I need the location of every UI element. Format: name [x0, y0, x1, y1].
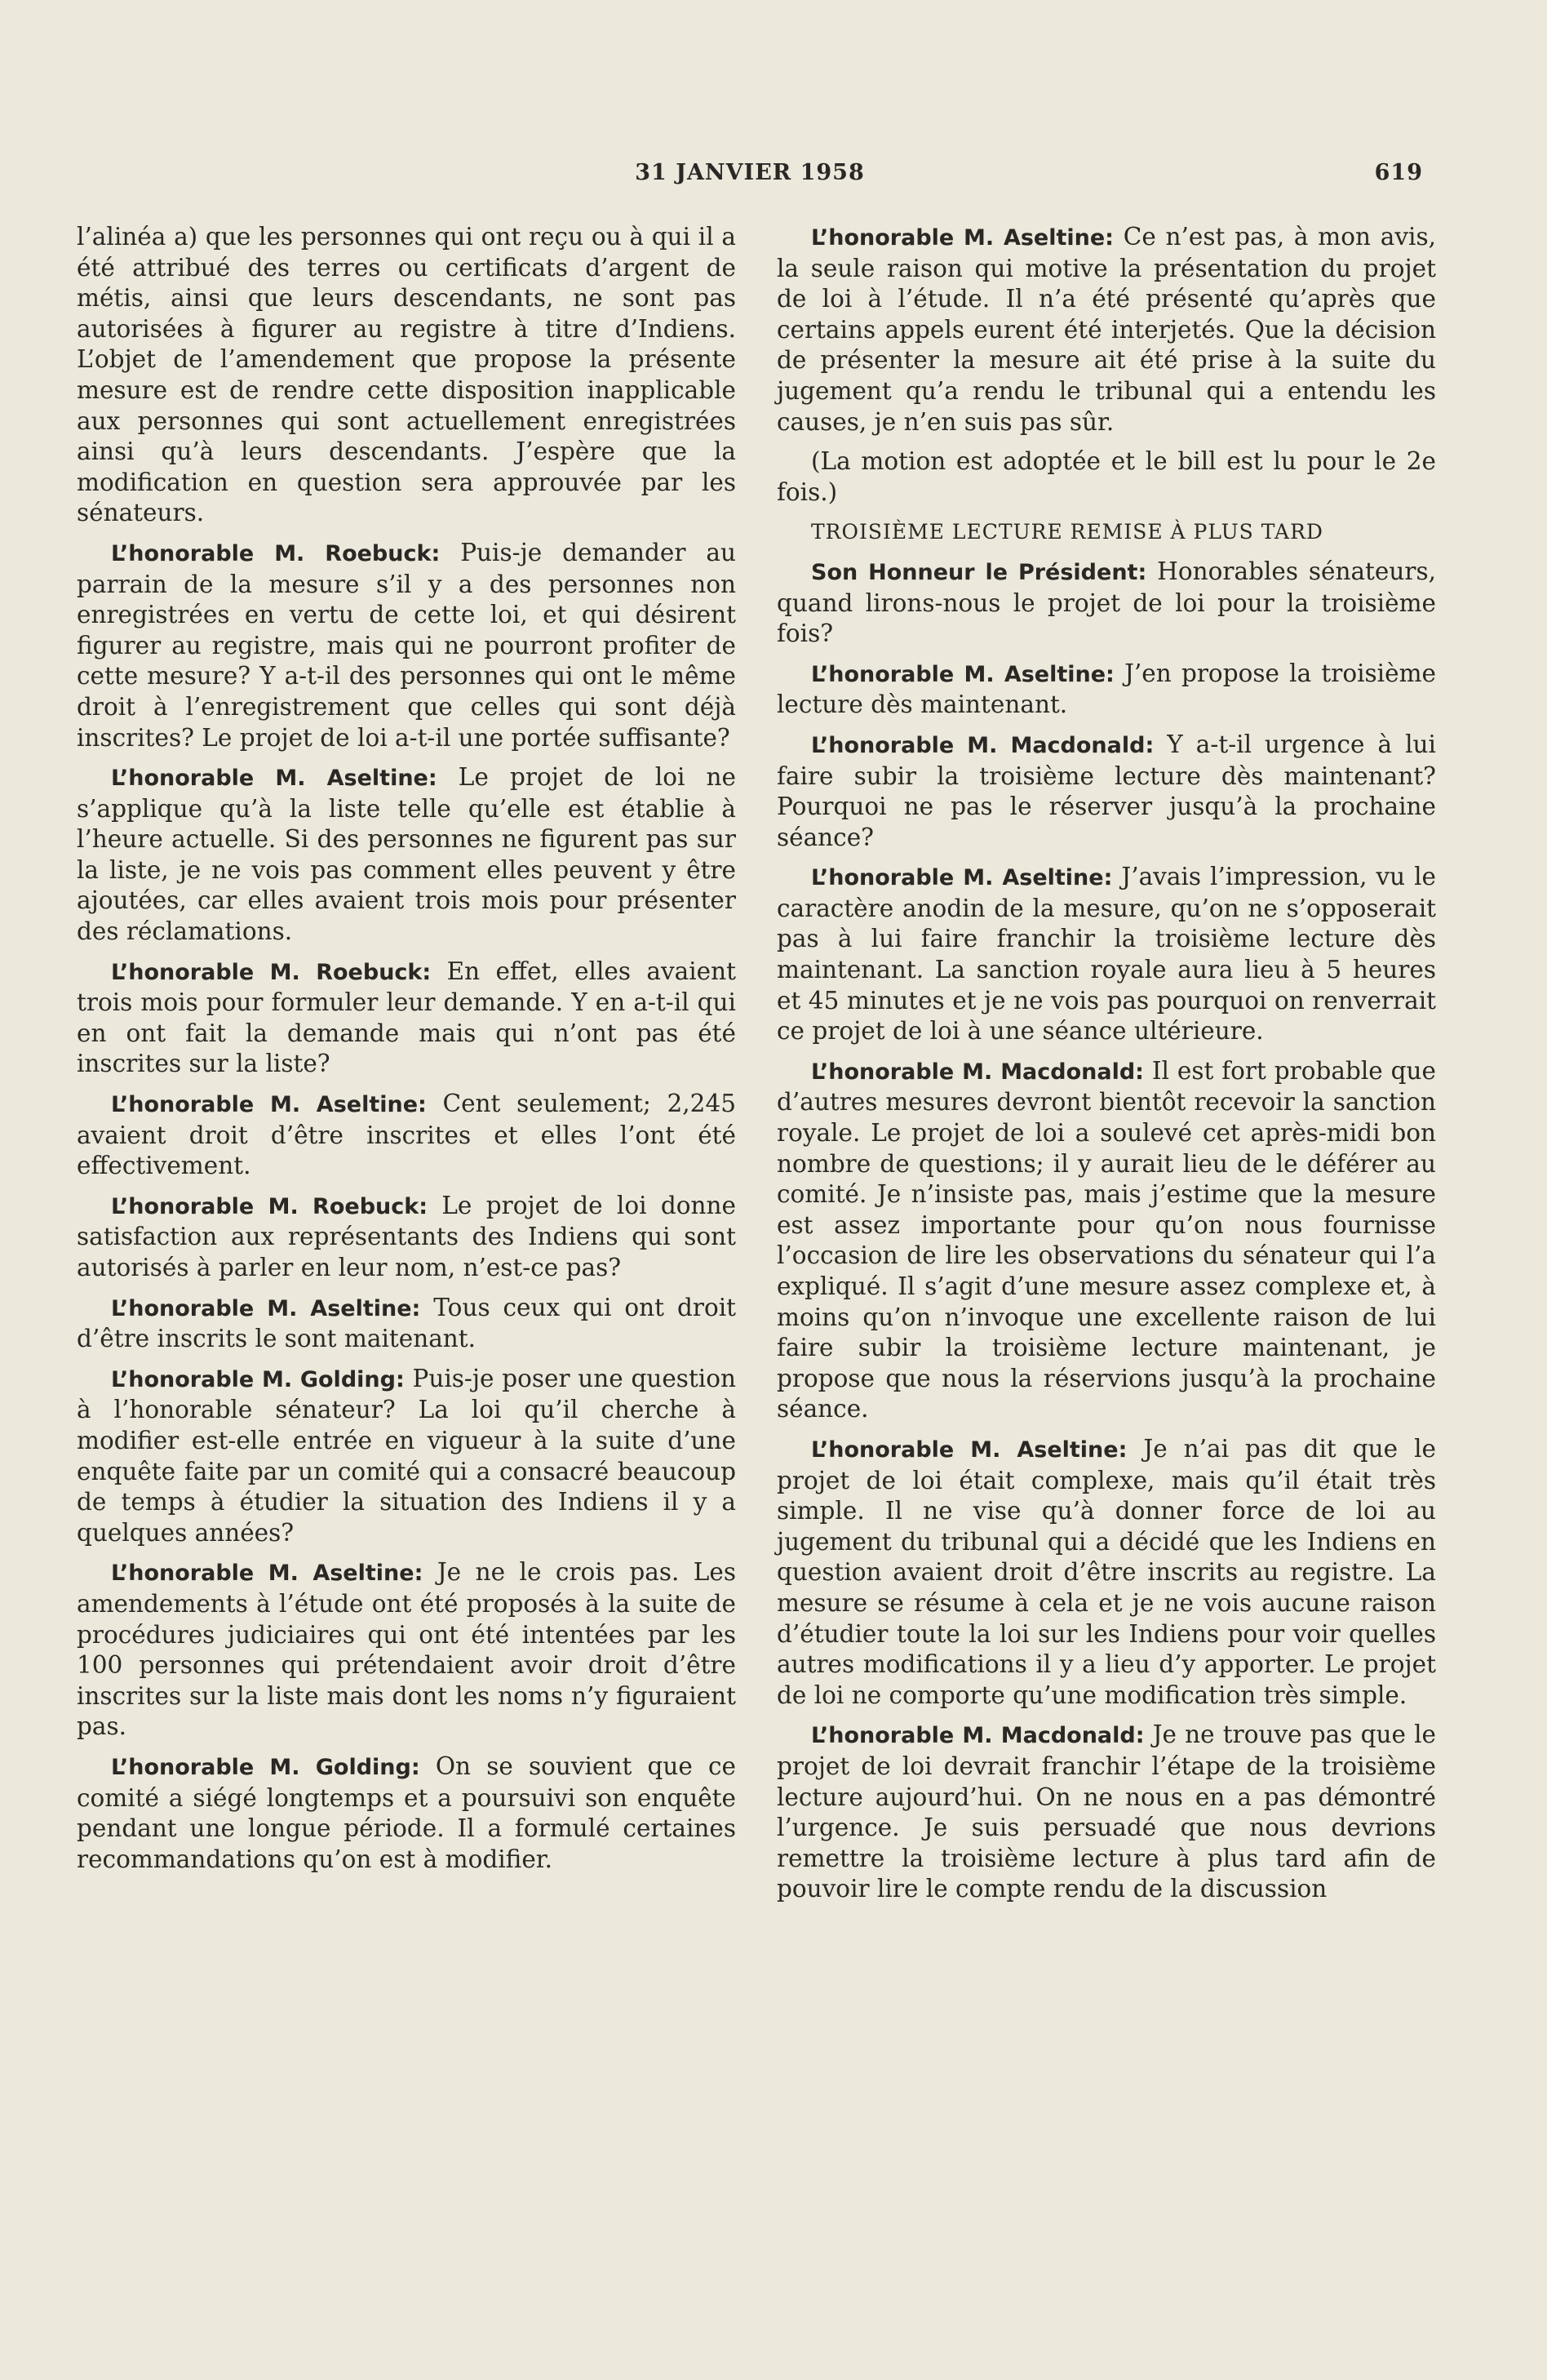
- left-column: [77, 222, 736, 1884]
- paragraph: [77, 1191, 736, 1284]
- speaker-label: L’honorable M. Aseltine:: [111, 766, 437, 792]
- speaker-label: L’honorable M. Aseltine:: [811, 865, 1113, 891]
- speaker-label: L’honorable M. Macdonald:: [811, 732, 1155, 758]
- header-date: 31 JANVIER 1958: [635, 160, 865, 185]
- paragraph: [77, 1752, 736, 1875]
- speaker-label: L’honorable M. Macdonald:: [811, 1723, 1145, 1749]
- paragraph-text: Honorables sénateurs, quand lirons-nous le projet de loi pour la troisième fois?: [777, 557, 1436, 648]
- paragraph-text: J’avais l’impression, vu le caractère anodin de la mesure, qu’on ne s’opposerait pas à lui faire franchir la troisième lecture dès maintenant. La sanction royale aura lieu à 5 heures et 45 minutes et je ne vois pas pourquoi on renverrait ce projet de loi à une séance ultérieure.: [777, 863, 1436, 1046]
- right-column: [777, 222, 1436, 1914]
- paragraph-text: Tous ceux qui ont droit d’être inscrits le sont maitenant.: [77, 1293, 736, 1353]
- paragraph-text: Il est fort probable que d’autres mesures devront bientôt recevoir la sanction royale. Le projet de loi a soulevé cet après-midi bon nombre de questions; il y aurait lieu de le déférer au comité. Je n’insiste pas, mais j’estime que la mesure est assez importante pour qu’on nous fournisse l’occasion de lire les observations du sénateur qui l’a expliqué. Il s’agit d’une mesure assez complexe et, à moins qu’on n’invoque une excellente raison de lui faire subir la troisième lecture maintenant, je propose que nous la réservions jusqu’à la prochaine séance.: [777, 1056, 1436, 1423]
- paragraph-text: Y a-t-il urgence à lui faire subir la troisième lecture dès maintenant? Pourquoi ne pas le réserver jusqu’à la prochaine séance?: [777, 730, 1436, 851]
- paragraph-text: Ce n’est pas, à mon avis, la seule raison qui motive la présentation du projet de loi à l’étude. Il n’a été présenté qu’après que certains appels eurent été interjetés. Que la décision de présenter la mesure ait été prise à la suite du jugement qu’a rendu le tribunal qui a entendu les causes, je n’en suis pas sûr.: [777, 223, 1436, 436]
- paragraph: [77, 1293, 736, 1355]
- paragraph-text: Le projet de loi ne s’applique qu’à la liste telle qu’elle est établie à l’heure actuelle. Si des personnes ne figurent pas sur la liste, je ne vois pas comment elles peuvent y être ajoutées, car elles avaient trois mois pour présenter des réclamations.: [77, 763, 736, 946]
- stage-direction: (La motion est adoptée et le bill est lu pour le 2e fois.): [777, 447, 1436, 506]
- speaker-label: L’honorable M. Aseltine:: [811, 225, 1114, 251]
- paragraph: [777, 862, 1436, 1047]
- paragraph-text: Le projet de loi donne satisfaction aux représentants des Indiens qui sont autorisés à parler en leur nom, n’est-ce pas?: [77, 1191, 736, 1281]
- speaker-label: L’honorable M. Roebuck:: [111, 1193, 428, 1219]
- paragraph-text: On se souvient que ce comité a siégé longtemps et a poursuivi son enquête pendant une longue période. Il a formulé certaines recommandations qu’on est à modifier.: [77, 1752, 736, 1873]
- speaker-label: L’honorable M. Roebuck:: [111, 540, 441, 566]
- paragraph: [77, 538, 736, 753]
- paragraph: [777, 659, 1436, 721]
- speaker-label: L’honorable M. Macdonald:: [811, 1059, 1144, 1085]
- paragraph-text: Puis-je poser une question à l’honorable sénateur? La loi qu’il cherche à modifier est-elle entrée en vigueur à la suite d’une enquête faite par un comité qui a consacré beaucoup de temps à étudier la situation des Indiens il y a quelques années?: [77, 1364, 736, 1547]
- paragraph: [777, 1434, 1436, 1711]
- paragraph-text: Je ne trouve pas que le projet de loi devrait franchir l’étape de la troisième lecture aujourd’hui. On ne nous en a pas démontré l’urgence. Je suis persuadé que nous devrions remettre la troisième lecture à plus tard afin de pouvoir lire le compte rendu de la discussion: [777, 1721, 1436, 1903]
- paragraph: [777, 1056, 1436, 1425]
- paragraph: [77, 1089, 736, 1182]
- paragraph: [777, 557, 1436, 650]
- paragraph-text: Je ne le crois pas. Les amendements à l’étude ont été proposés à la suite de procédures judiciaires qui ont été intentées par les 100 personnes qui prétendaient avoir droit d’être inscrites sur la liste mais dont les noms n’y figuraient pas.: [77, 1558, 736, 1741]
- speaker-label: L’honorable M. Aseltine:: [811, 1436, 1128, 1463]
- paragraph: [77, 1557, 736, 1743]
- speaker-label: Son Honneur le Président:: [811, 559, 1147, 585]
- speaker-label: L’honorable M. Aseltine:: [111, 1295, 421, 1321]
- section-heading: TROISIÈME LECTURE REMISE À PLUS TARD: [811, 520, 1323, 544]
- speaker-label: L’honorable M. Golding:: [111, 1754, 420, 1780]
- paragraph: [77, 1364, 736, 1549]
- paragraph: [777, 1720, 1436, 1905]
- speaker-label: L’honorable M. Aseltine:: [811, 661, 1115, 687]
- paragraph-text: Puis-je demander au parrain de la mesure s’il y a des personnes non enregistrées en vertu de cette loi, et qui désirent figurer au registre, mais qui ne pourront profiter de cette mesure? Y a-t-il des personnes qui ont le même droit à l’enregistrement que celles qui sont déjà inscrites? Le projet de loi a-t-il une portée suffisante?: [77, 538, 737, 752]
- paragraph: l’alinéa a) que les personnes qui ont reçu ou à qui il a été attribué des terres ou certificats d’argent de métis, ainsi que leurs descendants, ne sont pas autorisées à figurer au registre à titre d’Indiens. L’objet de l’amendement que propose la présente mesure est de rendre cette disposition inapplicable aux personnes qui sont actuellement enregistrées ainsi qu’à leurs descendants. J’espère que la modification en question sera approuvée par les sénateurs.: [77, 223, 736, 527]
- paragraph-text: Je n’ai pas dit que le projet de loi était complexe, mais qu’il était très simple. Il ne vise qu’à donner force de loi au jugement du tribunal qui a décidé que les Indiens en question avaient droit d’être inscrits au registre. La mesure se résume à cela et je ne vois aucune raison d’étudier toute la loi sur les Indiens pour voir quelles autres modifications il y a lieu d’y apporter. Le projet de loi ne comporte qu’une modification très simple.: [777, 1434, 1436, 1709]
- paragraph: [77, 762, 736, 948]
- speaker-label: L’honorable M. Golding:: [111, 1366, 405, 1392]
- page-number: 619: [1374, 160, 1423, 185]
- speaker-label: L’honorable M. Roebuck:: [111, 959, 432, 985]
- paragraph-text: En effet, elles avaient trois mois pour formuler leur demande. Y en a-t-il qui en ont fait la demande mais qui n’ont pas été inscrites sur la liste?: [77, 957, 736, 1078]
- paragraph: [77, 957, 736, 1080]
- speaker-label: L’honorable M. Aseltine:: [111, 1092, 427, 1118]
- paragraph: [777, 222, 1436, 437]
- speaker-label: L’honorable M. Aseltine:: [111, 1561, 423, 1587]
- paragraph: [777, 730, 1436, 853]
- running-head: [77, 160, 1423, 199]
- paragraph-text: J’en propose la troisième lecture dès maintenant.: [777, 659, 1436, 719]
- paragraph-text: Cent seulement; 2,245 avaient droit d’être inscrites et elles l’ont été effectivement.: [77, 1090, 736, 1180]
